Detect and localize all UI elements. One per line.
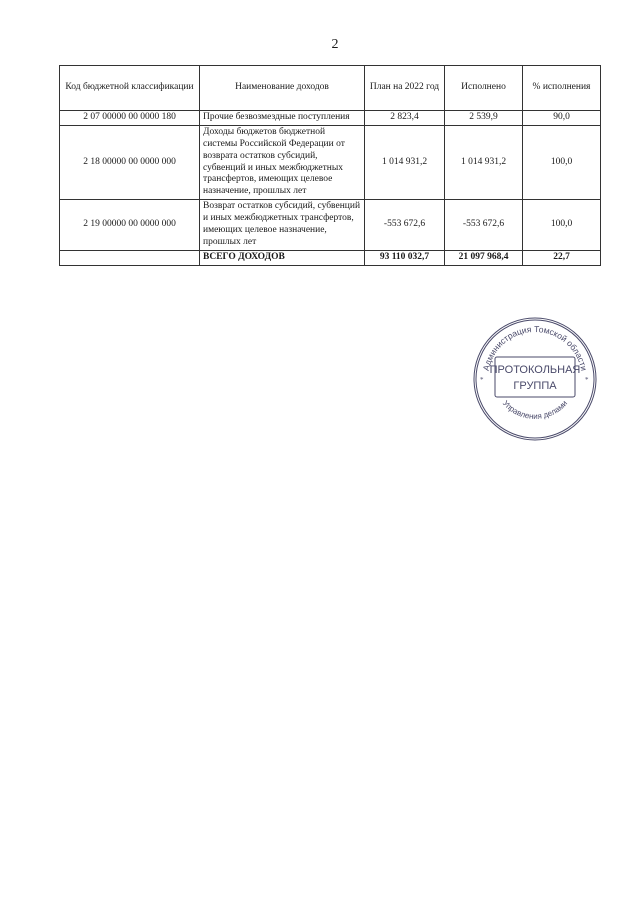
header-name: Наименование доходов [200,66,365,111]
total-plan: 93 110 032,7 [365,250,445,265]
stamp-star-right-icon: * [585,376,589,384]
table-total-row [60,250,601,265]
table-row [60,125,601,199]
total-code [60,250,200,265]
cell-pct: 90,0 [523,111,601,126]
table-row [60,200,601,251]
official-stamp [472,316,598,442]
header-code: Код бюджетной классификации [60,66,200,111]
income-table [59,65,601,266]
stamp-outer-text: Администрация Томской области [480,323,590,372]
cell-plan: 2 823,4 [365,111,445,126]
cell-code: 2 18 00000 00 0000 000 [60,125,200,199]
cell-pct: 100,0 [523,200,601,251]
page-number: 2 [331,37,339,52]
table-header-row [60,66,601,111]
table-row [60,111,601,126]
cell-code: 2 07 00000 00 0000 180 [60,111,200,126]
header-done: Исполнено [445,66,523,111]
stamp-star-left-icon: * [480,376,484,384]
cell-plan: 1 014 931,2 [365,125,445,199]
header-plan: План на 2022 год [365,66,445,111]
cell-code: 2 19 00000 00 0000 000 [60,200,200,251]
cell-pct: 100,0 [523,125,601,199]
cell-done: 2 539,9 [445,111,523,126]
stamp-bottom-text: Управления делами [500,398,570,421]
stamp-inner-line2: ГРУППА [513,380,557,392]
cell-done: -553 672,6 [445,200,523,251]
stamp-outer-ring [474,318,596,440]
total-name: ВСЕГО ДОХОДОВ [200,250,365,265]
cell-done: 1 014 931,2 [445,125,523,199]
total-pct: 22,7 [523,250,601,265]
cell-name: Возврат остатков субсидий, субвенций и иных межбюджетных трансфертов, имеющих целевое назначение, прошлых лет [200,200,365,251]
stamp-inner-line1: ПРОТОКОЛЬНАЯ [489,364,581,376]
cell-plan: -553 672,6 [365,200,445,251]
cell-name: Доходы бюджетов бюджетной системы Российской Федерации от возврата остатков субсидий, субвенций и иных межбюджетных трансфертов, имеющих целевое назначение, прошлых лет [200,125,365,199]
header-pct: % исполнения [523,66,601,111]
cell-name: Прочие безвозмездные поступления [200,111,365,126]
total-done: 21 097 968,4 [445,250,523,265]
